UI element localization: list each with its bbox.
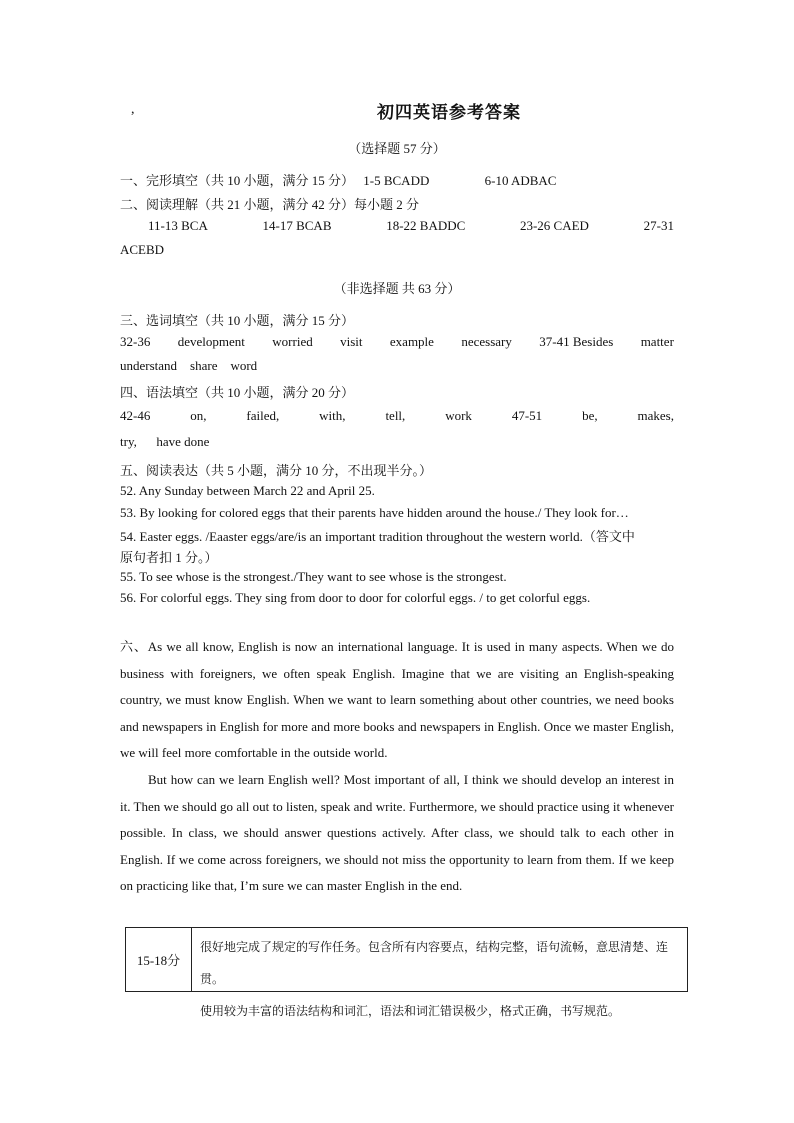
nonchoice-section-heading: （非选择题 共 63 分） xyxy=(333,281,461,296)
part3-word: 32-36 xyxy=(120,334,151,349)
part2-answer: 27-31 xyxy=(643,218,674,233)
rubric-description xyxy=(192,928,687,1018)
part5-answer: 56. For colorful eggs. They sing from door to door for colorful eggs. / to get colorful eggs. xyxy=(120,590,591,605)
part1-line xyxy=(120,170,556,189)
part1-answer-2: 6-10 ADBAC xyxy=(484,173,557,188)
part4-word: tell, xyxy=(385,408,406,423)
essay-paragraph-2: But how can we learn English well? Most important of all, I think we should develop an interest in it. Then we should go all out to listen, speak and write. Furthermore, we should practice using it whenever possible. In class, we should answer questions actively. After class, we should talk to each other in English. If we come across foreigners, we should not miss the opportunity to learn from them. If we keep on practicing like that, I’m sure we can master English in the end. xyxy=(120,771,674,894)
part3-label: 三、选词填空（共 10 小题，满分 15 分） xyxy=(120,313,355,328)
part3-word: necessary xyxy=(461,334,512,349)
part3-row-2: understand share word xyxy=(120,358,258,373)
part4-word: 47-51 xyxy=(511,408,543,423)
part5-answer: 53. By looking for colored eggs that their parents have hidden around the house./ They look for… xyxy=(120,505,629,520)
rubric-table xyxy=(125,927,688,1018)
part4-word: 42-46 xyxy=(120,408,151,423)
part4-word: work xyxy=(445,408,472,423)
part5-answer: 52. Any Sunday between March 22 and April 25. xyxy=(120,483,375,498)
part2-answer: 23-26 CAED xyxy=(519,218,589,233)
rubric-score: 15-18分 xyxy=(126,928,192,991)
part4-word: makes, xyxy=(637,408,674,423)
part2-answer: 14-17 BCAB xyxy=(262,218,332,233)
rubric-line-1: 很好地完成了规定的写作任务。包含所有内容要点，结构完整，语句流畅，意思清楚、连贯。 xyxy=(200,940,669,986)
part2-answer: 11-13 BCA xyxy=(148,218,208,233)
part5-answer: 55. To see whose is the strongest./They want to see whose is the strongest. xyxy=(120,569,507,584)
part3-word: 37-41 Besides xyxy=(539,334,614,349)
part5-answer: 54. Easter eggs. /Eaaster eggs/are/is an important tradition throughout the western world.（答文中 xyxy=(120,529,635,544)
part2-answers-row xyxy=(148,218,674,234)
part5-answer: 原句者扣 1 分。） xyxy=(120,550,218,565)
part2-answer: 18-22 BADDC xyxy=(386,218,466,233)
part4-row-1 xyxy=(120,408,674,424)
part5-label: 五、阅读表达（共 5 小题，满分 10 分，不出现半分。） xyxy=(120,463,433,478)
rubric-line-2: 使用较为丰富的语法结构和词汇，语法和词汇错误极少，格式正确，书写规范。 xyxy=(200,1004,621,1018)
essay xyxy=(120,634,674,900)
essay-paragraph-1: 六、As we all know, English is now an international language. It is used in many aspects. When we do business with foreigners, we often speak English. Imagine that we are visiting an English-speaking country, we must know English. When we want to learn something about other countries, we need books and newspapers in English for more and more books and newspapers in English. Once we master English, we will feel more comfortable in the outside world. xyxy=(120,639,674,761)
page-title: 初四英语参考答案 xyxy=(377,103,521,122)
part4-word: with, xyxy=(319,408,346,423)
part2-label: 二、阅读理解（共 21 小题，满分 42 分）每小题 2 分 xyxy=(120,197,420,212)
part3-word: worried xyxy=(272,334,313,349)
part3-row-1 xyxy=(120,334,674,350)
part3-word: example xyxy=(389,334,434,349)
part4-word: on, xyxy=(190,408,207,423)
part3-word: development xyxy=(177,334,245,349)
part1-answer-1: 1-5 BCADD xyxy=(363,173,430,188)
part4-word: be, xyxy=(582,408,598,423)
choice-section-heading: （选择题 57 分） xyxy=(348,141,446,156)
part4-word: failed, xyxy=(246,408,280,423)
part4-label: 四、语法填空（共 10 小题，满分 20 分） xyxy=(120,385,355,400)
part3-word: visit xyxy=(340,334,363,349)
part3-word: matter xyxy=(640,334,674,349)
part2-continuation: ACEBD xyxy=(120,242,165,257)
part1-label: 一、完形填空（共 10 小题，满分 15 分） xyxy=(120,173,355,188)
part4-row-2: try, have done xyxy=(120,434,210,449)
stray-mark: , xyxy=(131,102,135,117)
